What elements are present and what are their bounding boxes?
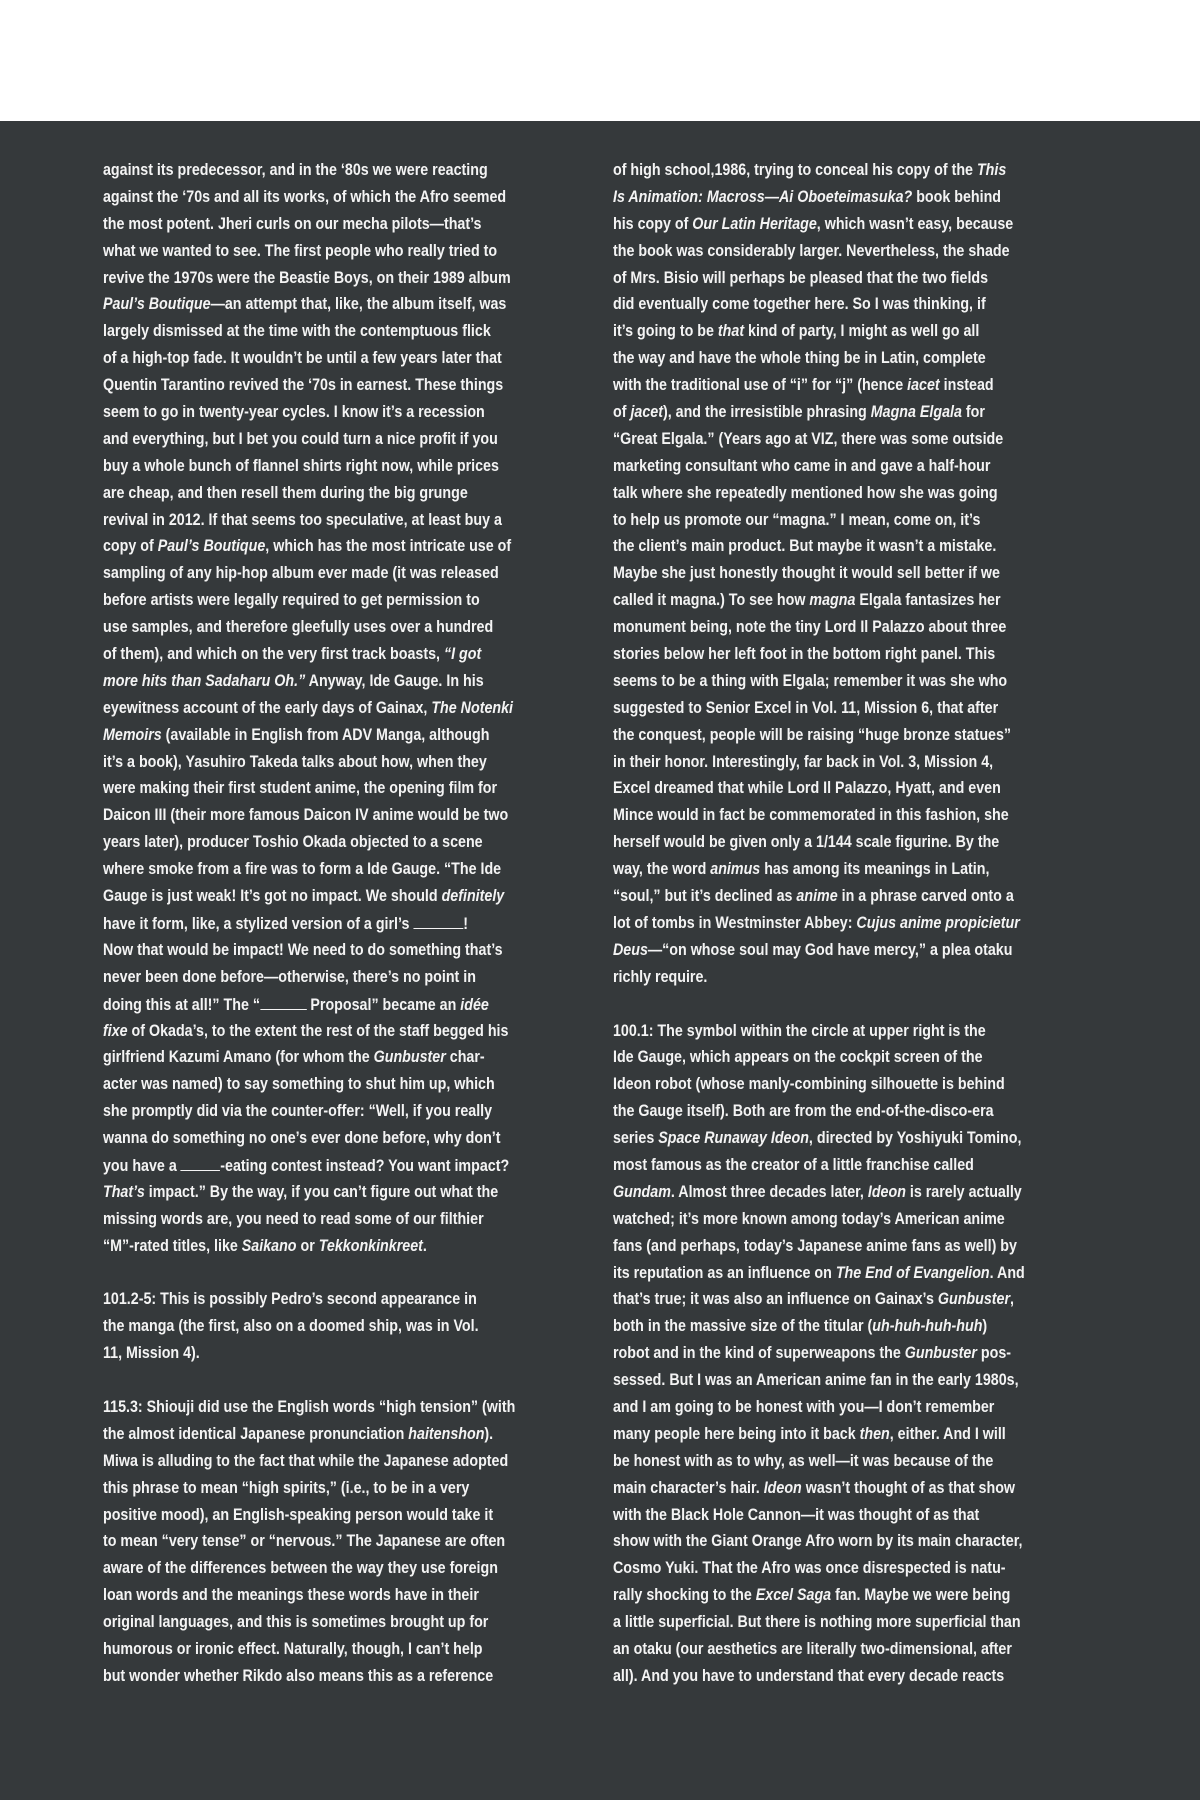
text-line xyxy=(613,1233,1040,1260)
text-run: Quentin Tarantino revived the ‘70s in earnest. These things xyxy=(103,375,504,395)
italic-text-run: Gunbuster xyxy=(373,1047,446,1067)
text-run: “Great Elgala.” (Years ago at VIZ, there was some outside xyxy=(613,428,1004,448)
text-run: Gauge is just weak! It’s got no impact. We should xyxy=(103,886,442,906)
text-line xyxy=(103,749,530,776)
text-line xyxy=(103,1555,530,1582)
text-line xyxy=(103,345,530,372)
text-line xyxy=(103,802,530,829)
document-page xyxy=(0,121,1200,1800)
italic-text-run: Gunbuster xyxy=(904,1343,977,1363)
text-run: seem to go in twenty-year cycles. I know it’s a recession xyxy=(103,402,485,422)
text-run: the client’s main product. But maybe it wasn’t a mistake. xyxy=(613,536,997,556)
text-run: . xyxy=(422,1235,427,1255)
censored-blank xyxy=(260,991,306,1010)
italic-text-run: Excel Saga xyxy=(755,1585,832,1605)
text-run: ! xyxy=(463,913,469,933)
text-run: the conquest, people will be raising “huge bronze statues” xyxy=(613,724,1012,744)
italic-text-run: This xyxy=(976,160,1007,179)
text-line xyxy=(103,1098,530,1125)
text-run: of xyxy=(613,402,631,422)
text-run: char- xyxy=(445,1047,485,1067)
text-run: and I am going to be honest with you—I don’t remember xyxy=(613,1396,995,1416)
text-run: did eventually come together here. So I was thinking, if xyxy=(613,294,986,314)
text-line xyxy=(613,1179,1040,1206)
text-run: most famous as the creator of a little franchise called xyxy=(613,1154,974,1174)
text-run: . Almost three decades later, xyxy=(670,1181,868,1201)
text-run: both in the massive size of the titular ( xyxy=(613,1316,873,1336)
text-line xyxy=(103,668,530,695)
text-run: , xyxy=(1010,1289,1015,1309)
text-line xyxy=(613,937,1040,964)
text-line xyxy=(103,1528,530,1555)
text-line xyxy=(103,991,530,1018)
text-line xyxy=(103,1071,530,1098)
text-run: Daicon III (their more famous Daicon IV anime would be two xyxy=(103,805,509,825)
text-run: of Okada’s, to the extent the rest of the staff begged his xyxy=(127,1020,509,1040)
text-run: or xyxy=(296,1235,319,1255)
text-line xyxy=(103,614,530,641)
text-run: are cheap, and then resell them during the big grunge xyxy=(103,482,468,502)
text-line xyxy=(103,480,530,507)
text-line xyxy=(613,1475,1040,1502)
text-line xyxy=(613,453,1040,480)
text-run: an otaku (our aesthetics are literally two-dimensional, after xyxy=(613,1638,1012,1658)
text-line xyxy=(613,1260,1040,1287)
text-run: Ideon robot (whose manly-combining silhouette is behind xyxy=(613,1074,1005,1094)
text-line xyxy=(103,238,530,265)
text-line xyxy=(613,211,1040,238)
text-run: “M”-rated titles, like xyxy=(103,1235,242,1255)
text-line xyxy=(613,1367,1040,1394)
text-line xyxy=(103,533,530,560)
text-run: 101.2-5: This is possibly Pedro’s second appearance in xyxy=(103,1289,477,1309)
text-run: that’s true; it was also an influence on Gainax’s xyxy=(613,1289,938,1309)
text-run: richly require. xyxy=(613,966,708,986)
text-run: 115.3: Shiouji did use the English words “high tension” (with xyxy=(103,1396,516,1416)
text-run: to mean “very tense” or “nervous.” The Japanese are often xyxy=(103,1531,506,1551)
italic-text-run: that xyxy=(717,321,745,341)
text-line xyxy=(613,883,1040,910)
text-line xyxy=(103,1636,530,1663)
text-run: revival in 2012. If that seems too speculative, at least buy a xyxy=(103,509,502,529)
text-run: Now that would be impact! We need to do something that’s xyxy=(103,939,503,959)
text-line xyxy=(103,372,530,399)
text-run: marketing consultant who came in and gave a half-hour xyxy=(613,455,991,475)
text-line xyxy=(103,1448,530,1475)
text-line xyxy=(103,1233,530,1260)
text-run: aware of the differences between the way they use foreign xyxy=(103,1558,498,1578)
italic-text-run: haitenshon xyxy=(408,1423,485,1443)
italic-text-run: uh-huh-huh-huh xyxy=(872,1316,983,1336)
text-run: ). xyxy=(484,1423,494,1443)
text-line xyxy=(613,1313,1040,1340)
text-line xyxy=(103,265,530,292)
text-line xyxy=(103,184,530,211)
text-run: what we wanted to see. The first people who really tried to xyxy=(103,240,498,260)
text-run: of them), and which on the very first track boasts, xyxy=(103,644,444,664)
text-run: instead xyxy=(939,375,994,395)
text-line xyxy=(103,641,530,668)
text-line xyxy=(103,399,530,426)
text-run: against the ‘70s and all its works, of which the Afro seemed xyxy=(103,186,507,206)
text-line xyxy=(613,1340,1040,1367)
text-line xyxy=(103,1125,530,1152)
text-line xyxy=(613,1421,1040,1448)
paragraph-gap xyxy=(103,1260,530,1287)
text-line xyxy=(613,1044,1040,1071)
text-run: kind of party, I might as well go all xyxy=(744,321,980,341)
text-line xyxy=(613,1528,1040,1555)
text-line xyxy=(103,1475,530,1502)
text-run: she promptly did via the counter-offer: “Well, if you really xyxy=(103,1101,493,1121)
text-line xyxy=(613,480,1040,507)
text-line xyxy=(613,695,1040,722)
italic-text-run: “I got xyxy=(443,644,482,664)
text-run: lot of tombs in Westminster Abbey: xyxy=(613,912,857,932)
text-line xyxy=(613,587,1040,614)
text-run: Excel dreamed that while Lord Il Palazzo, Hyatt, and even xyxy=(613,778,1001,798)
left-text-column xyxy=(103,157,530,1690)
text-run: doing this at all!” The “ xyxy=(103,994,260,1014)
text-line xyxy=(103,937,530,964)
text-run: talk where she repeatedly mentioned how she was going xyxy=(613,482,998,502)
text-run: you have a xyxy=(103,1155,181,1175)
text-line xyxy=(613,399,1040,426)
text-run: a little superficial. But there is nothing more superficial than xyxy=(613,1612,1021,1632)
text-run: impact.” By the way, if you can’t figure out what the xyxy=(144,1181,499,1201)
italic-text-run: Our Latin Heritage xyxy=(692,213,817,233)
text-line xyxy=(103,775,530,802)
text-run: Mince would in fact be commemorated in this fashion, she xyxy=(613,805,1009,825)
text-line xyxy=(103,1340,530,1367)
text-run: Maybe she just honestly thought it would sell better if we xyxy=(613,563,1000,583)
text-run: wanna do something no one’s ever done before, why don’t xyxy=(103,1128,501,1148)
text-line xyxy=(103,856,530,883)
text-line xyxy=(613,560,1040,587)
text-run: girlfriend Kazumi Amano (for whom the xyxy=(103,1047,374,1067)
text-run: series xyxy=(613,1128,659,1148)
text-run: of a high-top fade. It wouldn’t be until a few years later that xyxy=(103,348,502,368)
text-line xyxy=(613,265,1040,292)
text-run: with the Black Hole Cannon—it was thought of as that xyxy=(613,1504,980,1524)
text-run: main character’s hair. xyxy=(613,1477,764,1497)
right-text-column xyxy=(613,157,1040,1690)
text-line xyxy=(613,291,1040,318)
text-line xyxy=(613,1582,1040,1609)
text-line xyxy=(103,560,530,587)
text-line xyxy=(613,749,1040,776)
text-run: the Gauge itself). Both are from the end-of-the-disco-era xyxy=(613,1101,994,1121)
text-run: show with the Giant Orange Afro worn by its main character, xyxy=(613,1531,1023,1551)
text-line xyxy=(103,695,530,722)
text-run: stories below her left foot in the bottom right panel. This xyxy=(613,644,996,664)
text-line xyxy=(103,1394,530,1421)
text-run: of high school,1986, trying to conceal his copy of the xyxy=(613,160,977,179)
text-run: never been done before—otherwise, there’s no point in xyxy=(103,966,476,986)
text-run: —an attempt that, like, the album itself, was xyxy=(210,294,507,314)
italic-text-run: Cujus anime propicietur xyxy=(856,912,1020,932)
italic-text-run: more hits than Sadaharu Oh.” xyxy=(103,670,306,690)
text-run: has among its meanings in Latin, xyxy=(760,859,990,879)
text-run: before artists were legally required to get permission to xyxy=(103,590,480,610)
text-line xyxy=(103,211,530,238)
text-run: largely dismissed at the time with the contemptuous flick xyxy=(103,321,491,341)
text-line xyxy=(103,1421,530,1448)
text-run: sessed. But I was an American anime fan in the early 1980s, xyxy=(613,1370,1019,1390)
text-run: way, the word xyxy=(613,859,711,879)
text-run: robot and in the kind of superweapons the xyxy=(613,1343,905,1363)
text-line xyxy=(103,1313,530,1340)
text-run: years later), producer Toshio Okada objected to a scene xyxy=(103,832,483,852)
censored-blank xyxy=(181,1152,221,1171)
text-run: herself would be given only a 1/144 scale figurine. By the xyxy=(613,832,1000,852)
text-run: . And xyxy=(989,1262,1025,1282)
italic-text-run: Tekkonkinkreet xyxy=(318,1235,423,1255)
text-line xyxy=(613,507,1040,534)
text-run: , either. And I will xyxy=(889,1423,1006,1443)
italic-text-run: definitely xyxy=(441,886,505,906)
italic-text-run: Ideon xyxy=(867,1181,906,1201)
text-line xyxy=(103,587,530,614)
text-run: use samples, and therefore gleefully uses over a hundred xyxy=(103,617,494,637)
text-line xyxy=(613,1636,1040,1663)
text-line xyxy=(103,829,530,856)
text-line xyxy=(613,829,1040,856)
text-run: fans (and perhaps, today’s Japanese anime fans as well) by xyxy=(613,1235,1017,1255)
text-line xyxy=(613,1502,1040,1529)
text-line xyxy=(103,910,530,937)
text-line xyxy=(613,372,1040,399)
text-run: 100.1: The symbol within the circle at upper right is the xyxy=(613,1020,986,1040)
text-run: is rarely actually xyxy=(905,1181,1022,1201)
text-run: where smoke from a fire was to form a Ide Gauge. “The Ide xyxy=(103,859,502,879)
text-line xyxy=(103,1179,530,1206)
text-line xyxy=(103,157,530,184)
text-run: eyewitness account of the early days of Gainax, xyxy=(103,697,432,717)
text-run: acter was named) to say something to shut him up, which xyxy=(103,1074,495,1094)
italic-text-run: iacet xyxy=(907,375,940,395)
text-run: , which has the most intricate use of xyxy=(265,536,512,556)
text-run: book behind xyxy=(912,186,1002,206)
page-top-margin xyxy=(0,0,1200,121)
text-run: Elgala fantasizes her xyxy=(855,590,1001,610)
text-line xyxy=(613,1152,1040,1179)
text-line xyxy=(103,426,530,453)
italic-text-run: Gundam xyxy=(613,1181,671,1201)
text-run: sampling of any hip-hop album ever made (it was released xyxy=(103,563,499,583)
text-run: his copy of xyxy=(613,213,693,233)
text-line xyxy=(613,1098,1040,1125)
text-run: it’s a book), Yasuhiro Takeda talks about how, when they xyxy=(103,751,487,771)
text-run: its reputation as an influence on xyxy=(613,1262,836,1282)
text-run: 11, Mission 4). xyxy=(103,1343,200,1363)
text-run: Ide Gauge, which appears on the cockpit screen of the xyxy=(613,1047,983,1067)
text-run: pos- xyxy=(976,1343,1012,1363)
italic-text-run: Paul’s Boutique xyxy=(103,294,211,314)
italic-text-run: The Notenki xyxy=(431,697,514,717)
text-run: of Mrs. Bisio will perhaps be pleased that the two fields xyxy=(613,267,989,287)
text-run: -eating contest instead? You want impact? xyxy=(220,1155,510,1175)
italic-text-run: Paul’s Boutique xyxy=(157,536,266,556)
text-line xyxy=(613,238,1040,265)
text-line xyxy=(103,964,530,991)
italic-text-run: magna xyxy=(809,590,856,610)
text-run: the book was considerably larger. Nevertheless, the shade xyxy=(613,240,1010,260)
text-line xyxy=(613,1609,1040,1636)
text-run: revive the 1970s were the Beastie Boys, on their 1989 album xyxy=(103,267,511,287)
text-line xyxy=(613,668,1040,695)
text-line xyxy=(613,910,1040,937)
text-line xyxy=(613,614,1040,641)
text-line xyxy=(613,426,1040,453)
text-run: the almost identical Japanese pronunciation xyxy=(103,1423,409,1443)
text-run: —“on whose soul may God have mercy,” a plea otaku xyxy=(647,939,1013,959)
italic-text-run: Memoirs xyxy=(103,724,162,744)
text-line xyxy=(103,318,530,345)
text-line xyxy=(613,964,1040,991)
text-run: loan words and the meanings these words have in their xyxy=(103,1585,479,1605)
text-run: missing words are, you need to read some of our filthier xyxy=(103,1208,484,1228)
text-line xyxy=(103,1609,530,1636)
text-line xyxy=(613,1394,1040,1421)
text-run: wasn’t thought of as that show xyxy=(801,1477,1016,1497)
text-run: “soul,” but it’s declined as xyxy=(613,886,797,906)
text-line xyxy=(613,722,1040,749)
text-line xyxy=(613,775,1040,802)
text-run: positive mood), an English-speaking person would take it xyxy=(103,1504,494,1524)
italic-text-run: fixe xyxy=(103,1020,128,1040)
italic-text-run: Is Animation: Macross—Ai Oboeteimasuka? xyxy=(613,186,913,206)
text-run: the manga (the first, also on a doomed ship, was in Vol. xyxy=(103,1316,479,1336)
italic-text-run: anime xyxy=(796,886,838,906)
text-run: humorous or ironic effect. Naturally, though, I can’t help xyxy=(103,1638,483,1658)
text-run: Miwa is alluding to the fact that while the Japanese adopted xyxy=(103,1450,509,1470)
text-line xyxy=(613,1071,1040,1098)
text-run: this phrase to mean “high spirits,” (i.e., to be in a very xyxy=(103,1477,470,1497)
text-line xyxy=(613,184,1040,211)
text-run: all). And you have to understand that every decade reacts xyxy=(613,1665,1005,1685)
text-run: fan. Maybe we were being xyxy=(831,1585,1011,1605)
text-run: for xyxy=(961,402,985,422)
text-run: to help us promote our “magna.” I mean, come on, it’s xyxy=(613,509,981,529)
italic-text-run: then xyxy=(859,1423,890,1443)
italic-text-run: Gunbuster xyxy=(937,1289,1011,1309)
text-run: Anyway, Ide Gauge. In his xyxy=(305,670,484,690)
text-run: , which wasn’t easy, because xyxy=(816,213,1014,233)
text-line xyxy=(613,157,1040,184)
text-line xyxy=(103,453,530,480)
paragraph-gap xyxy=(613,991,1040,1018)
text-run: called it magna.) To see how xyxy=(613,590,810,610)
text-line xyxy=(613,802,1040,829)
text-line xyxy=(613,641,1040,668)
italic-text-run: Magna Elgala xyxy=(870,402,962,422)
text-line xyxy=(613,345,1040,372)
text-run: copy of xyxy=(103,536,158,556)
text-line xyxy=(613,856,1040,883)
text-line xyxy=(613,1018,1040,1045)
italic-text-run: Saikano xyxy=(241,1235,297,1255)
text-line xyxy=(103,1018,530,1045)
text-line xyxy=(613,1286,1040,1313)
text-line xyxy=(103,507,530,534)
text-run: Proposal” became an xyxy=(306,994,461,1014)
text-run: in their honor. Interestingly, far back in Vol. 3, Mission 4, xyxy=(613,751,994,771)
text-line xyxy=(613,1555,1040,1582)
text-run: ) xyxy=(982,1316,988,1336)
text-run: seems to be a thing with Elgala; remember it was she who xyxy=(613,670,1008,690)
text-run: , directed by Yoshiyuki Tomino, xyxy=(808,1128,1022,1148)
text-line xyxy=(613,1206,1040,1233)
text-line xyxy=(613,1125,1040,1152)
text-line xyxy=(613,1448,1040,1475)
text-line xyxy=(103,883,530,910)
censored-blank xyxy=(413,910,463,929)
italic-text-run: The End of Evangelion xyxy=(835,1262,990,1282)
text-run: watched; it’s more known among today’s American anime xyxy=(613,1208,1005,1228)
italic-text-run: jacet xyxy=(630,402,663,422)
text-line xyxy=(103,291,530,318)
text-run: the most potent. Jheri curls on our mecha pilots—that’s xyxy=(103,213,482,233)
italic-text-run: idée xyxy=(460,994,489,1014)
text-run: many people here being into it back xyxy=(613,1423,860,1443)
text-line xyxy=(103,1044,530,1071)
text-line xyxy=(103,1502,530,1529)
text-run: suggested to Senior Excel in Vol. 11, Mission 6, that after xyxy=(613,697,999,717)
text-run: (available in English from ADV Manga, although xyxy=(161,724,490,744)
text-run: monument being, note the tiny Lord Il Palazzo about three xyxy=(613,617,1007,637)
text-run: against its predecessor, and in the ‘80s we were reacting xyxy=(103,160,488,179)
text-line xyxy=(103,722,530,749)
italic-text-run: Space Runaway Ideon xyxy=(658,1128,809,1148)
text-run: with the traditional use of “i” for “j” (hence xyxy=(613,375,908,395)
paragraph-gap xyxy=(103,1367,530,1394)
text-run: have it form, like, a stylized version of a girl’s xyxy=(103,913,414,933)
text-line xyxy=(613,1663,1040,1690)
text-run: be honest with as to why, as well—it was because of the xyxy=(613,1450,994,1470)
italic-text-run: Ideon xyxy=(763,1477,802,1497)
text-run: and everything, but I bet you could turn a nice profit if you xyxy=(103,428,498,448)
text-line xyxy=(613,533,1040,560)
text-run: ), and the irresistible phrasing xyxy=(662,402,871,422)
text-line xyxy=(103,1582,530,1609)
text-run: original languages, and this is sometimes brought up for xyxy=(103,1612,489,1632)
text-run: but wonder whether Rikdo also means this as a reference xyxy=(103,1665,494,1685)
text-run: rally shocking to the xyxy=(613,1585,756,1605)
text-run: Cosmo Yuki. That the Afro was once disrespected is natu- xyxy=(613,1558,1006,1578)
italic-text-run: That’s xyxy=(103,1181,145,1201)
italic-text-run: animus xyxy=(710,859,761,879)
text-run: buy a whole bunch of flannel shirts right now, while prices xyxy=(103,455,499,475)
text-line xyxy=(103,1152,530,1179)
text-line xyxy=(103,1286,530,1313)
text-line xyxy=(103,1206,530,1233)
text-run: were making their first student anime, the opening film for xyxy=(103,778,498,798)
text-run: the way and have the whole thing be in Latin, complete xyxy=(613,348,986,368)
text-line xyxy=(613,318,1040,345)
text-run: it’s going to be xyxy=(613,321,718,341)
text-run: in a phrase carved onto a xyxy=(837,886,1014,906)
italic-text-run: Deus xyxy=(613,939,648,959)
text-line xyxy=(103,1663,530,1690)
